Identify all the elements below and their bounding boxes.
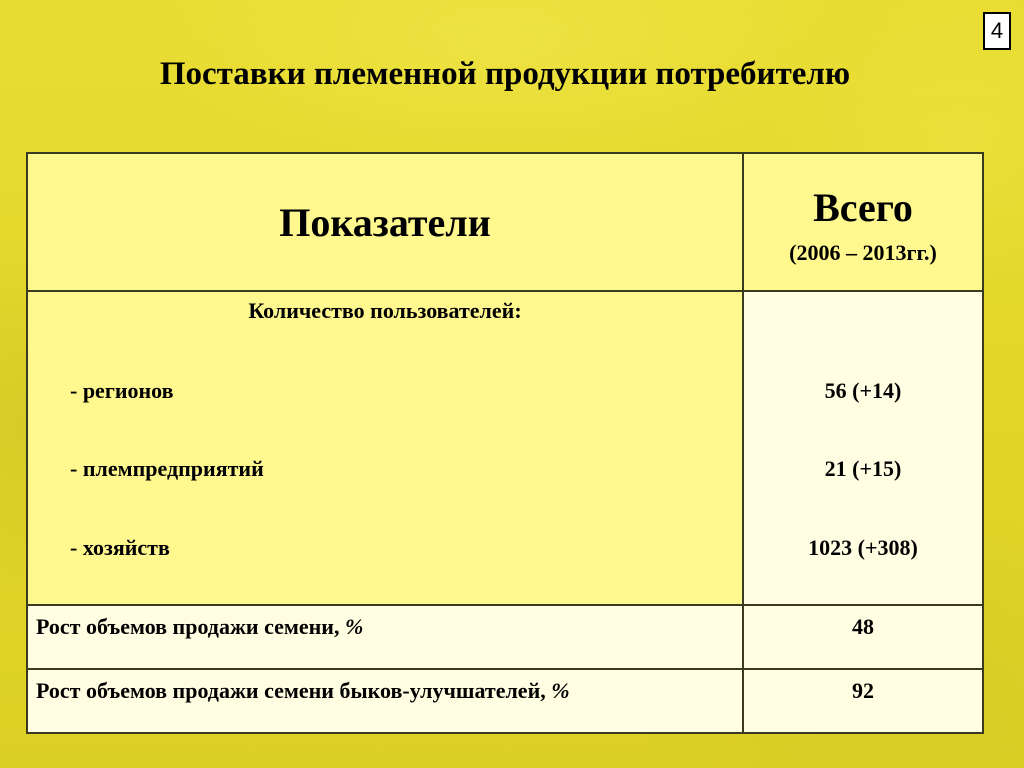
table-row (27, 605, 983, 669)
improver-bull-semen-growth-unit: % (551, 678, 570, 703)
users-item-farms: - хозяйств (70, 535, 170, 560)
table-row (27, 291, 983, 605)
semen-sales-growth-unit: % (344, 614, 364, 639)
users-value-enterprises: 21 (+15) (824, 456, 902, 481)
semen-sales-growth-value: 48 (743, 605, 983, 669)
users-value-cell (743, 291, 983, 605)
total-label: Всего (813, 185, 913, 230)
indicators-table (26, 152, 984, 734)
table-row (27, 669, 983, 733)
improver-bull-semen-growth-value: 92 (743, 669, 983, 733)
users-value-regions: 56 (+14) (824, 378, 902, 403)
semen-sales-growth-label (27, 605, 743, 669)
users-item-enterprises: - племпредприятий (70, 456, 264, 481)
users-item-regions: - регионов (70, 378, 174, 403)
slide-title: Поставки племенной продукции потребителю (159, 56, 851, 92)
users-value-farms: 1023 (+308) (808, 535, 918, 560)
users-label-cell (27, 291, 743, 605)
improver-bull-semen-growth-label (27, 669, 743, 733)
semen-sales-growth-text: Рост объемов продажи семени, (36, 614, 345, 639)
total-period: (2006 – 2013гг.) (789, 240, 937, 265)
users-heading: Количество пользователей: (248, 298, 522, 323)
indicators-header: Показатели (27, 153, 743, 291)
improver-bull-semen-growth-text: Рост объемов продажи семени быков-улучшателей, (36, 678, 552, 703)
total-header (743, 153, 983, 291)
table-header-row (27, 153, 983, 291)
slide-number: 4 (983, 12, 1011, 50)
